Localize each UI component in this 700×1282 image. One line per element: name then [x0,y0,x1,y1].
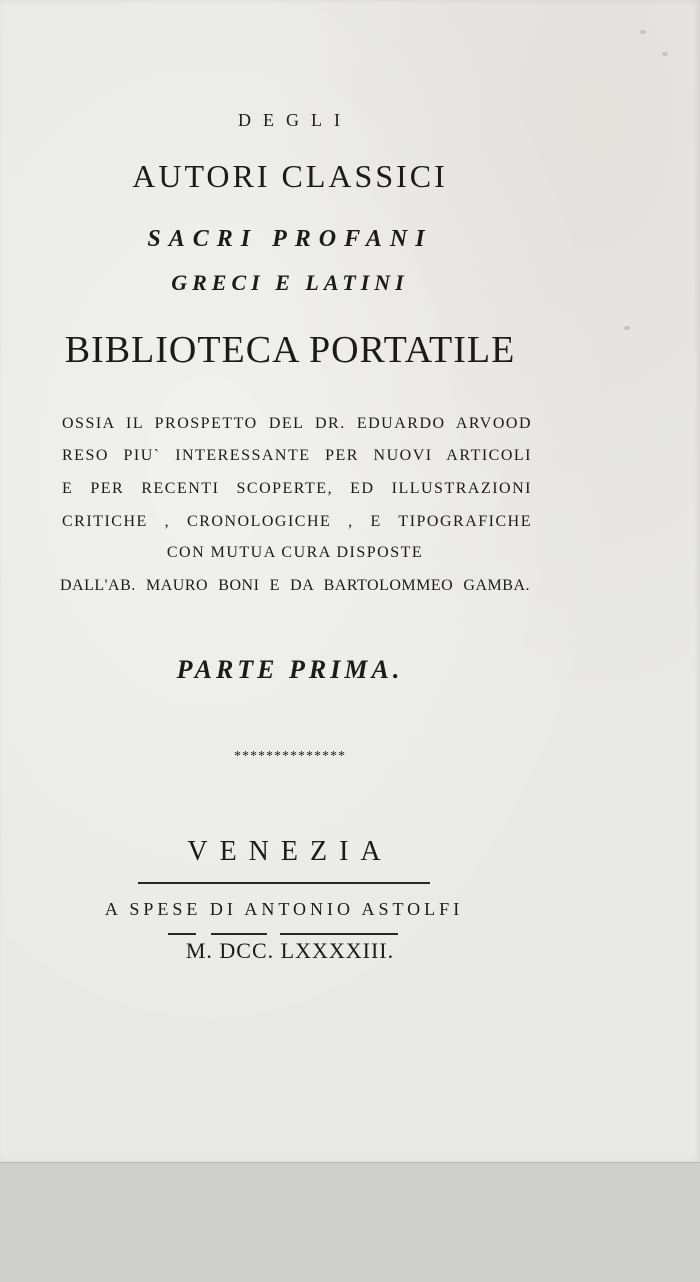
subtitle-line: CRITICHE , CRONOLOGICHE , E TIPOGRAFICHE [62,513,532,530]
subtitle-line: E PER RECENTI SCOPERTE, ED ILLUSTRAZIONI [62,480,532,497]
star-ornament: ************** [234,749,346,764]
heading-sacri-profani: SACRI PROFANI [147,226,433,252]
heading-greci-latini: GRECI E LATINI [171,270,409,295]
underlying-page [0,1162,700,1282]
subtitle-line: DALL'AB. MAURO BONI E DA BARTOLOMMEO GAMBA. [60,577,530,594]
imprint-year: M. DCC. LXXXXIII. [185,938,395,963]
imprint-publisher: A SPESE DI ANTONIO ASTOLFI [104,899,464,919]
imprint-rule [138,882,430,884]
imprint-city: VENEZIA [187,836,393,867]
part-heading: PARTE PRIMA. [176,655,404,684]
main-title: BIBLIOTECA PORTATILE [64,329,516,371]
year-overline [211,933,267,935]
foxing-spot [640,30,646,34]
subtitle-line: CON MUTUA CURA DISPOSTE [166,544,424,561]
foxing-spot [662,52,668,56]
year-overline [280,933,398,935]
heading-autori-classici: AUTORI CLASSICI [132,158,448,194]
heading-degli: DEGLI [238,110,352,130]
subtitle-line: OSSIA IL PROSPETTO DEL DR. EDUARDO ARVOOD [62,415,532,432]
year-overline [168,933,196,935]
subtitle-line: RESO PIU` INTERESSANTE PER NUOVI ARTICOLI [62,447,532,464]
